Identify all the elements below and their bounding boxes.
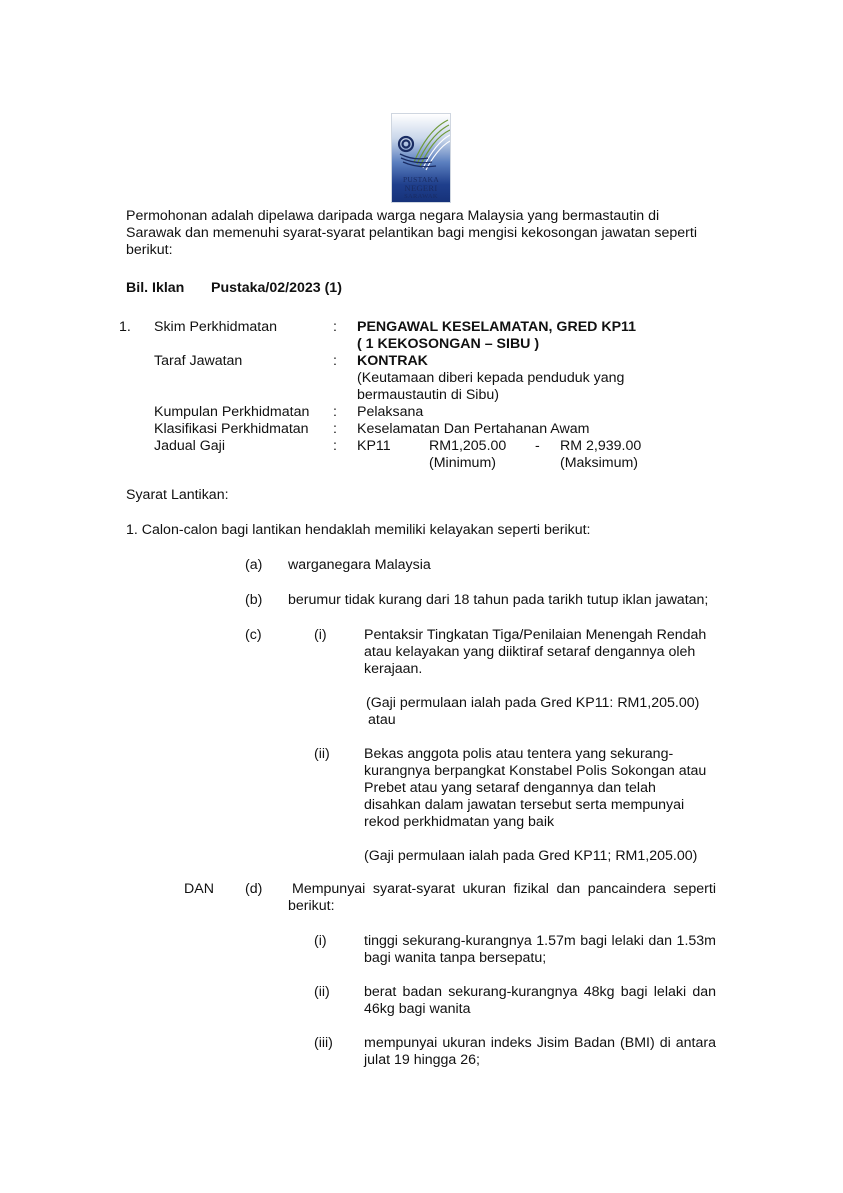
kumpulan-value: Pelaksana	[357, 404, 424, 420]
taraf-value: KONTRAK	[357, 353, 428, 369]
intro-line-1: Permohonan adalah dipelawa daripada warga negara Malaysia yang bermastautin di	[126, 208, 660, 224]
req-d-i-marker: (i)	[314, 933, 327, 949]
advert-label: Bil. Iklan	[126, 280, 185, 296]
skim-label: Skim Perkhidmatan	[154, 319, 278, 335]
skim-vacancy: ( 1 KEKOSONGAN – SIBU )	[357, 336, 540, 352]
kumpulan-label: Kumpulan Perkhidmatan	[154, 404, 310, 420]
req-d-ii-marker: (ii)	[314, 984, 330, 1000]
gaji-max: RM 2,939.00	[560, 438, 642, 454]
taraf-colon: :	[333, 353, 337, 369]
req-d-conjunction: DAN	[184, 881, 214, 897]
req-b-text: berumur tidak kurang dari 18 tahun pada tarikh tutup iklan jawatan;	[288, 592, 709, 608]
req-d-marker: (d)	[245, 881, 263, 897]
position-number: 1.	[119, 319, 131, 335]
req-c-ii-line-5: rekod perkhidmatan yang baik	[364, 814, 555, 830]
gaji-grade: KP11	[357, 438, 391, 454]
req-c-ii-line-4: disahkan dalam jawatan tersebut serta mempunyai	[364, 797, 685, 813]
gaji-min: RM1,205.00	[429, 438, 507, 454]
req-c-ii-salary: (Gaji permulaan ialah pada Gred KP11; RM1,205.00)	[364, 848, 698, 864]
req-d-iii-marker: (iii)	[314, 1035, 333, 1051]
logo-text-negeri: NEGERI	[404, 183, 438, 193]
req-c-i-or: atau	[368, 712, 396, 728]
skim-value: PENGAWAL KESELAMATAN, GRED KP11	[357, 319, 637, 335]
klasifikasi-value: Keselamatan Dan Pertahanan Awam	[357, 421, 590, 437]
req-c-i-line-3: kerajaan.	[364, 661, 423, 677]
intro-line-2: Sarawak dan memenuhi syarat-syarat pelantikan bagi mengisi kekosongan jawatan seperti	[126, 225, 697, 241]
klasifikasi-label: Klasifikasi Perkhidmatan	[154, 421, 309, 437]
logo-text-pustaka: PUSTAKA	[402, 175, 440, 184]
requirements-heading: Syarat Lantikan:	[126, 487, 229, 503]
req-a-marker: (a)	[245, 557, 263, 573]
req-d-ii-text: berat badan sekurang-kurangnya 48kg bagi lelaki dan 46kg bagi wanita	[364, 984, 716, 1017]
taraf-note-2: bermaustautin di Sibu)	[357, 387, 499, 403]
req-d-text: Mempunyai syarat-syarat ukuran fizikal dan pancaindera seperti berikut:	[288, 881, 716, 914]
req-d-i-text: tinggi sekurang-kurangnya 1.57m bagi lelaki dan 1.53m bagi wanita tanpa bersepatu;	[364, 933, 716, 966]
req-c-ii-marker: (ii)	[314, 746, 330, 762]
gaji-colon: :	[333, 438, 337, 454]
req-c-ii-line-3: Prebet atau yang setaraf dengannya dan telah	[364, 780, 656, 796]
kumpulan-colon: :	[333, 404, 337, 420]
taraf-label: Taraf Jawatan	[154, 353, 243, 369]
req-c-i-line-1: Pentaksir Tingkatan Tiga/Penilaian Menengah Rendah	[364, 627, 707, 643]
req-c-ii-line-2: kurangnya berpangkat Konstabel Polis Sokongan atau	[364, 763, 707, 779]
intro-line-3: berikut:	[126, 242, 173, 258]
req-b-marker: (b)	[245, 592, 263, 608]
req-c-i-marker: (i)	[314, 627, 327, 643]
req-c-i-line-2: atau kelayakan yang diiktiraf setaraf dengannya oleh	[364, 644, 696, 660]
taraf-note-1: (Keutamaan diberi kepada penduduk yang	[357, 370, 625, 386]
gaji-dash: -	[535, 438, 540, 454]
req-c-marker: (c)	[245, 627, 262, 643]
skim-colon: :	[333, 319, 337, 335]
klasifikasi-colon: :	[333, 421, 337, 437]
requirements-intro: 1. Calon-calon bagi lantikan hendaklah memiliki kelayakan seperti berikut:	[126, 522, 591, 538]
pustaka-negeri-sarawak-logo	[391, 113, 451, 203]
req-c-ii-line-1: Bekas anggota polis atau tentera yang sekurang-	[364, 746, 674, 762]
gaji-label: Jadual Gaji	[154, 438, 225, 454]
req-a-text: warganegara Malaysia	[288, 557, 431, 573]
req-d-iii-text: mempunyai ukuran indeks Jisim Badan (BMI) di antara julat 19 hingga 26;	[364, 1035, 716, 1068]
gaji-max-label: (Maksimum)	[560, 455, 639, 471]
req-c-i-salary: (Gaji permulaan ialah pada Gred KP11: RM1,205.00)	[366, 695, 700, 711]
gaji-min-label: (Minimum)	[429, 455, 496, 471]
advert-number: Pustaka/02/2023 (1)	[211, 280, 342, 296]
logo-text-sarawak: SARAWAK	[404, 193, 438, 200]
